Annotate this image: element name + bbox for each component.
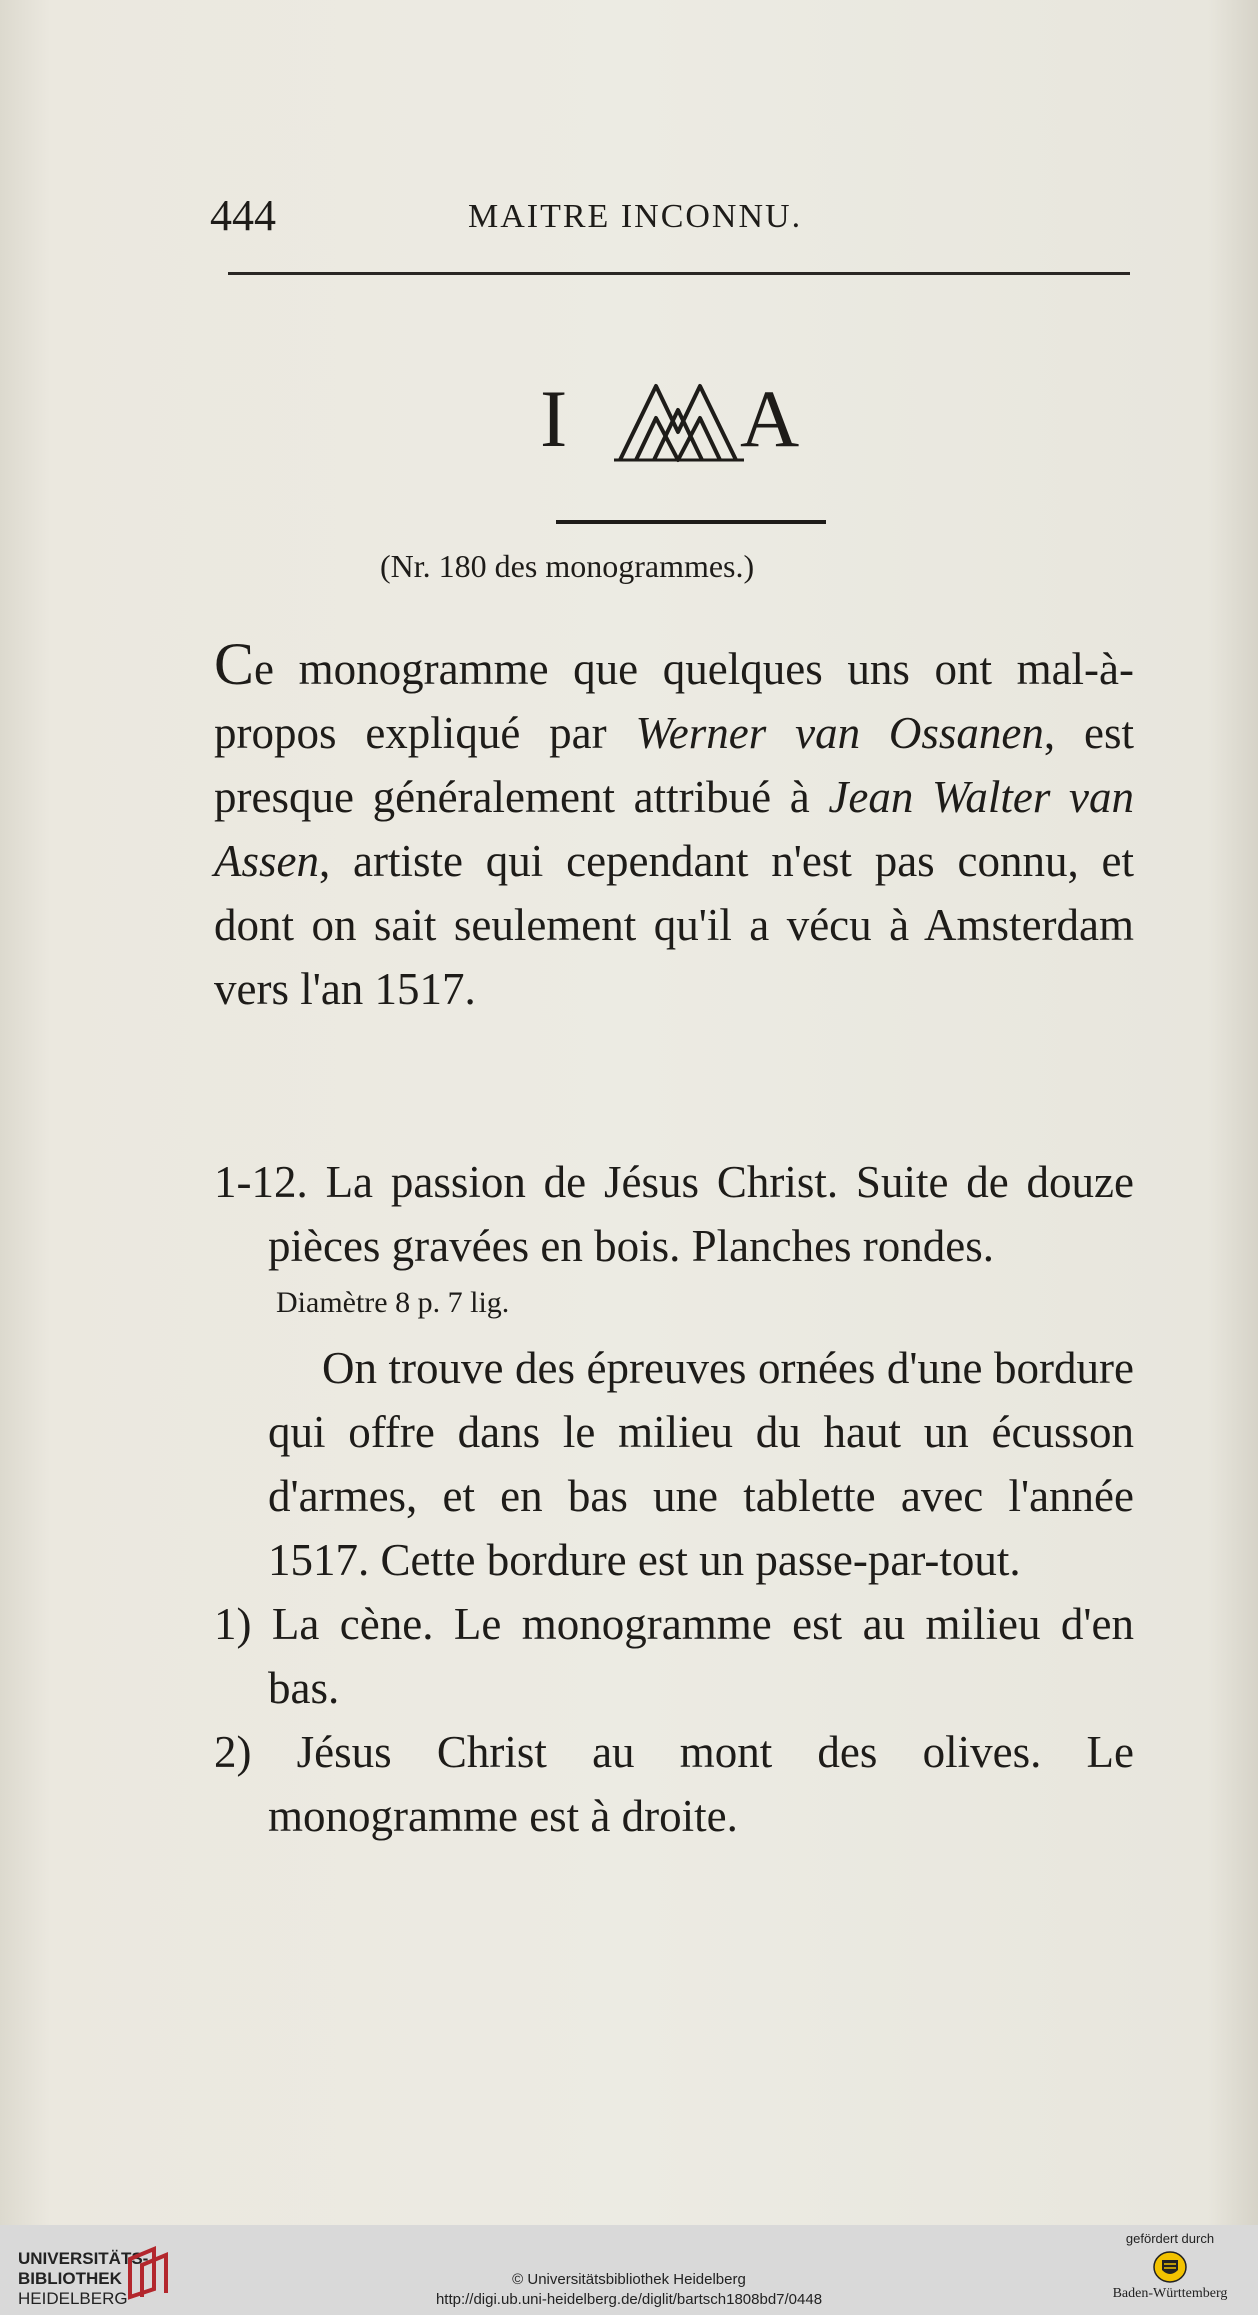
intro-paragraph [214, 632, 1134, 1021]
intro-text-3: , artiste qui cependant n'est pas connu, et dont on sait seulement qu'il a vécu à Amsterdam vers l'an 1517. [214, 836, 1134, 1014]
entry-heading: 1-12. La passion de Jésus Christ. Suite de douze pièces gravées en bois. Planches rondes. [214, 1157, 1134, 1271]
library-name-line3: HEIDELBERG [18, 2289, 128, 2308]
library-name-line1: UNIVERSITÄTS- [18, 2249, 149, 2268]
drop-cap: C [214, 631, 255, 697]
catalogue-entry [214, 1150, 1134, 1848]
sponsor-block[interactable] [1100, 2231, 1240, 2302]
entry-dimensions: Diamètre 8 p. 7 lig. [276, 1286, 510, 1319]
state-crest-icon [1153, 2250, 1187, 2284]
monogram-left-letter: I [540, 373, 568, 464]
monogram-right-letter: A [740, 373, 800, 464]
running-title: MAITRE INCONNU. [468, 198, 803, 235]
library-name-line2: BIBLIOTHEK [18, 2269, 122, 2288]
list-item: 2) Jésus Christ au mont des olives. Le monogramme est à droite. [214, 1727, 1134, 1841]
monogram [540, 372, 830, 482]
viewer-footer [0, 2225, 1258, 2315]
page-header [210, 190, 1130, 240]
monogram-mark-icon [614, 380, 744, 466]
intro-text-1: e monogramme que quelques uns ont mal-à-propos expliqué par [214, 644, 1134, 758]
intro-text-2: , est presque généralement attribué à [214, 708, 1134, 822]
monogram-caption: (Nr. 180 des monogrammes.) [380, 548, 755, 584]
permalink-url[interactable]: http://digi.ub.uni-heidelberg.de/diglit/bartsch1808bd7/0448 [435, 2291, 823, 2308]
copyright-text: © Universitätsbibliothek Heidelberg [512, 2271, 746, 2288]
list-item: 1) La cène. Le monogramme est au milieu d'en bas. [214, 1599, 1134, 1713]
header-rule [228, 272, 1130, 275]
intro-name-2: Jean Walter van Assen [214, 772, 1135, 886]
sponsor-name: Baden-Württemberg [1112, 2286, 1228, 2301]
page-number: 444 [210, 191, 276, 240]
entry-note: On trouve des épreuves ornées d'une bordure qui offre dans le milieu du haut un écusson d'armes, et en bas une tablette avec l'année 1517. Cette bordure est un passe-par-tout. [268, 1343, 1134, 1585]
sponsor-label: gefördert durch [1125, 2231, 1215, 2246]
intro-name-1: Werner van Ossanen [635, 708, 1044, 758]
monogram-rule [556, 520, 826, 524]
